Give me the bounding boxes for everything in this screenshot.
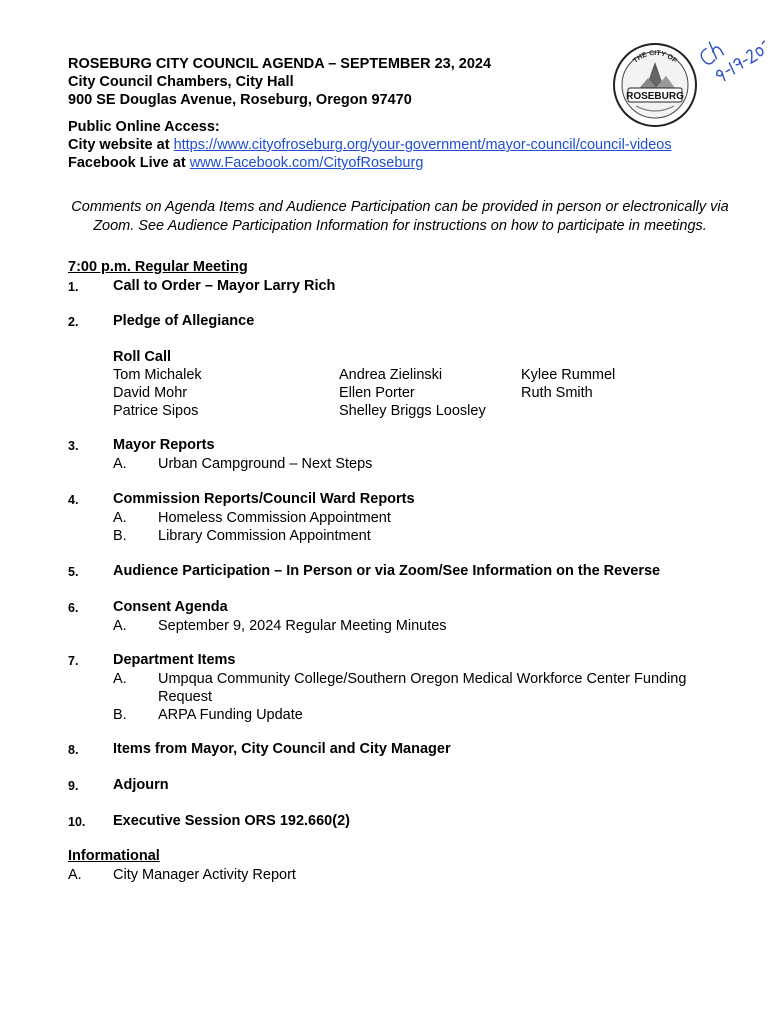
sub-item-text: Umpqua Community College/Southern Oregon Medical Workforce Center Funding Request [158,671,687,705]
item-number: 9. [68,779,79,793]
facebook-line [68,154,672,172]
item-title: Audience Participation – In Person or via Zoom/See Information on the Reverse [113,563,661,579]
council-member: Shelley Briggs Loosley [339,403,486,419]
council-member: Ellen Porter [339,385,415,401]
item-title: Pledge of Allegiance [113,313,255,329]
item-number: 7. [68,654,79,668]
item-number: 6. [68,601,79,615]
sub-item-letter: A. [68,867,82,883]
item-title: Items from Mayor, City Council and City Manager [113,741,451,757]
roll-call-column-3 [521,366,615,402]
seal-name: ROSEBURG [626,91,684,102]
handwritten-initials-date [695,6,765,81]
facebook-link[interactable]: www.Facebook.com/CityofRoseburg [189,155,424,171]
meeting-address: 900 SE Douglas Avenue, Roseburg, Oregon 97470 [68,92,412,108]
sub-item-text: ARPA Funding Update [158,707,303,723]
roll-call-heading: Roll Call [113,349,172,365]
item-number: 2. [68,315,79,329]
roll-call-column-1 [113,366,202,420]
agenda-title: ROSEBURG CITY COUNCIL AGENDA – SEPTEMBER 23, 2024 [68,56,492,72]
item-title: Commission Reports/Council Ward Reports [113,491,415,507]
item-number: 8. [68,743,79,757]
sub-item-text: City Manager Activity Report [113,867,296,883]
council-member: Patrice Sipos [113,403,199,419]
sub-item-letter: A. [113,510,127,526]
council-member: Ruth Smith [521,385,593,401]
sub-item-letter: A. [113,671,127,687]
agenda-header [68,55,491,109]
sub-item-text: September 9, 2024 Regular Meeting Minutes [158,618,447,634]
participation-note: Comments on Agenda Items and Audience Participation can be provided in person or electronically via Zoom. See Audience Participation Information for instructions on how to participate in meetings. [71,199,729,234]
sub-item-letter: A. [113,456,127,472]
website-label: City website at [68,137,174,153]
roll-call [113,348,616,419]
item-title: Adjourn [113,777,169,793]
item-number: 1. [68,280,79,294]
council-member: David Mohr [113,385,188,401]
meeting-heading: 7:00 p.m. Regular Meeting [68,259,248,275]
seal-top-text: THE CITY OF [632,49,678,65]
item-number: 5. [68,565,79,579]
meeting-location: City Council Chambers, City Hall [68,74,294,90]
item-number: 10. [68,815,86,829]
sub-item-letter: B. [113,528,127,544]
sub-item-text: Homeless Commission Appointment [158,510,391,526]
council-member: Kylee Rummel [521,367,616,383]
website-line [68,136,672,154]
item-title: Department Items [113,652,236,668]
item-title: Consent Agenda [113,599,228,615]
item-title: Executive Session ORS 192.660(2) [113,813,350,829]
public-access-block [68,118,672,172]
sub-item-text: Urban Campground – Next Steps [158,456,373,472]
item-number: 3. [68,439,79,453]
item-title: Mayor Reports [113,437,215,453]
council-member: Andrea Zielinski [339,367,443,383]
sub-item-letter: A. [113,618,127,634]
item-number: 4. [68,493,79,507]
item-title: Call to Order – Mayor Larry Rich [113,278,336,294]
roll-call-column-2 [339,366,486,420]
sub-item-text: Library Commission Appointment [158,528,371,544]
informational-heading: Informational [68,848,160,864]
city-seal [612,42,698,128]
sub-item-letter: B. [113,707,127,723]
council-videos-link[interactable]: https://www.cityofroseburg.org/your-government/mayor-council/council-videos [173,137,672,153]
facebook-label: Facebook Live at [68,155,190,171]
access-heading: Public Online Access: [68,119,220,135]
council-member: Tom Michalek [113,367,202,383]
